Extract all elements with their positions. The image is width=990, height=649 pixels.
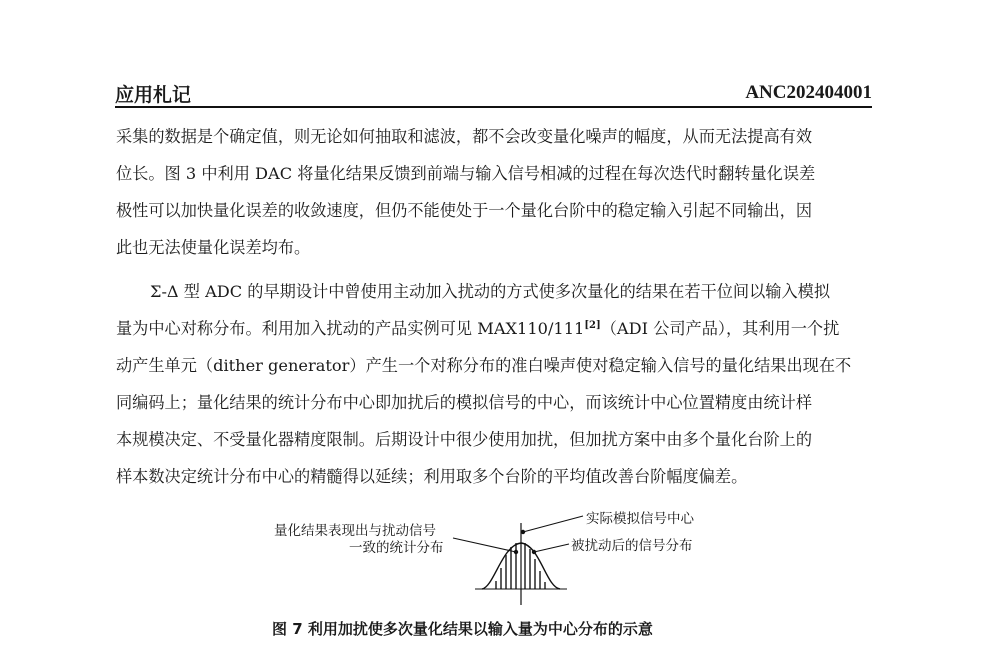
text-line	[116, 310, 872, 347]
text-line: 本规模决定、不受量化器精度限制。后期设计中很少使用加扰，但加扰方案中由多个量化台阶上的	[116, 430, 813, 449]
page-header	[115, 80, 872, 108]
reference-citation: [2]	[584, 320, 601, 331]
text-line: 采集的数据是个确定值，则无论如何抽取和滤波，都不会改变量化噪声的幅度，从而无法提高有效	[116, 127, 813, 146]
label-dithered-distribution: 被扰动后的信号分布	[571, 538, 693, 554]
label-quantized-distribution-line2: 一致的统计分布	[349, 540, 444, 556]
dither-distribution-figure	[270, 505, 730, 615]
text-segment: 量为中心对称分布。利用加入扰动的产品实例可见 MAX110/111	[116, 319, 585, 338]
header-title: 应用札记	[115, 84, 192, 106]
text-line: 位长。图 3 中利用 DAC 将量化结果反馈到前端与输入信号相减的过程在每次迭代时翻转量化误差	[116, 164, 816, 183]
text-line: 同编码上；量化结果的统计分布中心即加扰后的模拟信号的中心，而该统计中心位置精度由统计样	[116, 393, 813, 412]
figure-caption: 图 7 利用加扰使多次量化结果以输入量为中心分布的示意	[272, 620, 653, 638]
document-code: ANC202404001	[745, 82, 872, 103]
text-segment: （ADI 公司产品），其利用一个扰	[600, 319, 840, 338]
text-line: Σ-Δ 型 ADC 的早期设计中曾使用主动加入扰动的方式使多次量化的结果在若干位间以输入模拟	[150, 282, 831, 301]
text-line: 此也无法使量化误差均布。	[116, 238, 311, 257]
text-line: 动产生单元（dither generator）产生一个对称分布的准白噪声使对稳定输入信号的量化结果出现在不	[116, 356, 852, 375]
paragraph-1	[116, 118, 872, 266]
paragraph-2	[116, 273, 872, 495]
label-analog-center: 实际模拟信号中心	[586, 511, 694, 527]
label-quantized-distribution-line1: 量化结果表现出与扰动信号	[274, 523, 436, 539]
text-line: 样本数决定统计分布中心的精髓得以延续；利用取多个台阶的平均值改善台阶幅度偏差。	[116, 467, 748, 486]
text-line: 极性可以加快量化误差的收敛速度，但仍不能使处于一个量化台阶中的稳定输入引起不同输出，因	[116, 201, 813, 220]
